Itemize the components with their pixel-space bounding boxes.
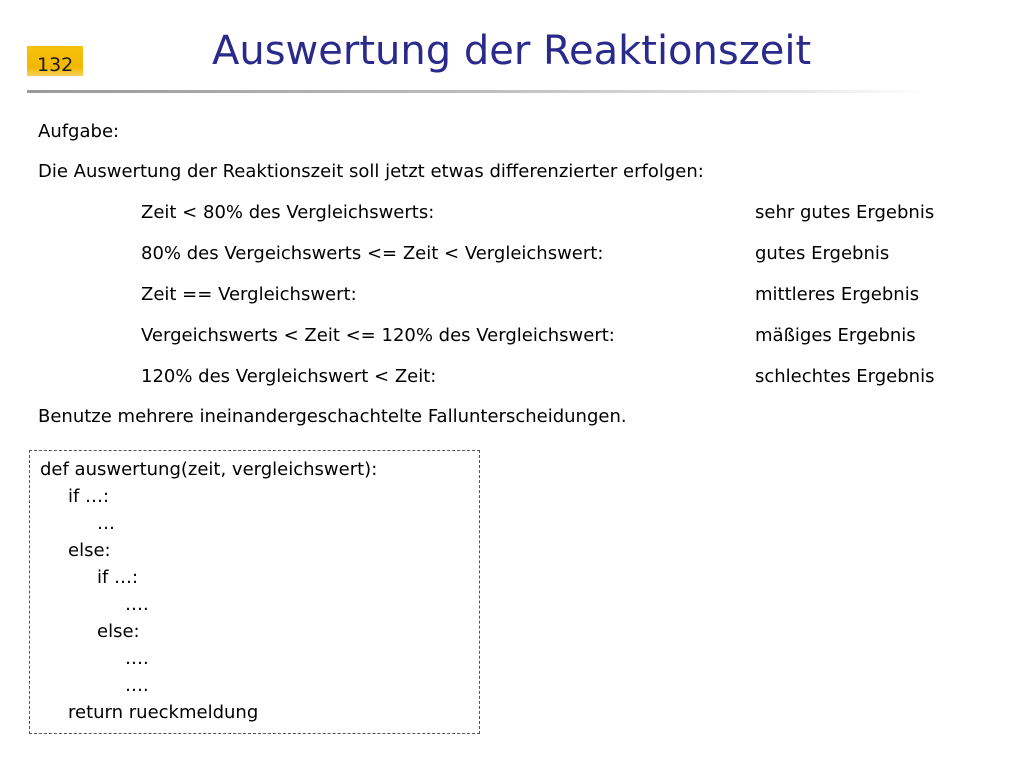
rule-condition: Zeit < 80% des Vergleichswerts: [141,202,435,223]
page-title: Auswertung der Reaktionszeit [212,28,812,74]
rule-condition: 80% des Vergeichswerts <= Zeit < Vergleichswert: [141,243,604,264]
rule-result: sehr gutes Ergebnis [755,202,935,223]
code-line: …. [125,675,149,696]
rule-condition: Zeit == Vergleichswert: [141,284,357,305]
code-line: …. [125,648,149,669]
rule-result: mittleres Ergebnis [755,284,920,305]
code-line: …. [125,594,149,615]
task-intro: Die Auswertung der Reaktionszeit soll jetzt etwas differenzierter erfolgen: [38,161,704,182]
page-number: 132 [37,54,74,76]
code-line: … [97,513,115,534]
code-line: else: [68,540,111,561]
code-line: if …: [68,486,110,507]
rule-result: mäßiges Ergebnis [755,325,916,346]
task-instruction: Benutze mehrere ineinandergeschachtelte Fallunterscheidungen. [38,406,627,427]
title-divider [27,90,927,93]
rule-result: gutes Ergebnis [755,243,890,264]
rule-condition: Vergeichswerts < Zeit <= 120% des Vergleichswert: [141,325,615,346]
rule-condition: 120% des Vergleichswert < Zeit: [141,366,437,387]
task-heading: Aufgabe: [38,121,120,142]
code-line: if …: [97,567,139,588]
code-line: return rueckmeldung [68,702,259,723]
code-line: def auswertung(zeit, vergleichswert): [40,459,378,480]
rule-result: schlechtes Ergebnis [755,366,935,387]
code-line: else: [97,621,140,642]
